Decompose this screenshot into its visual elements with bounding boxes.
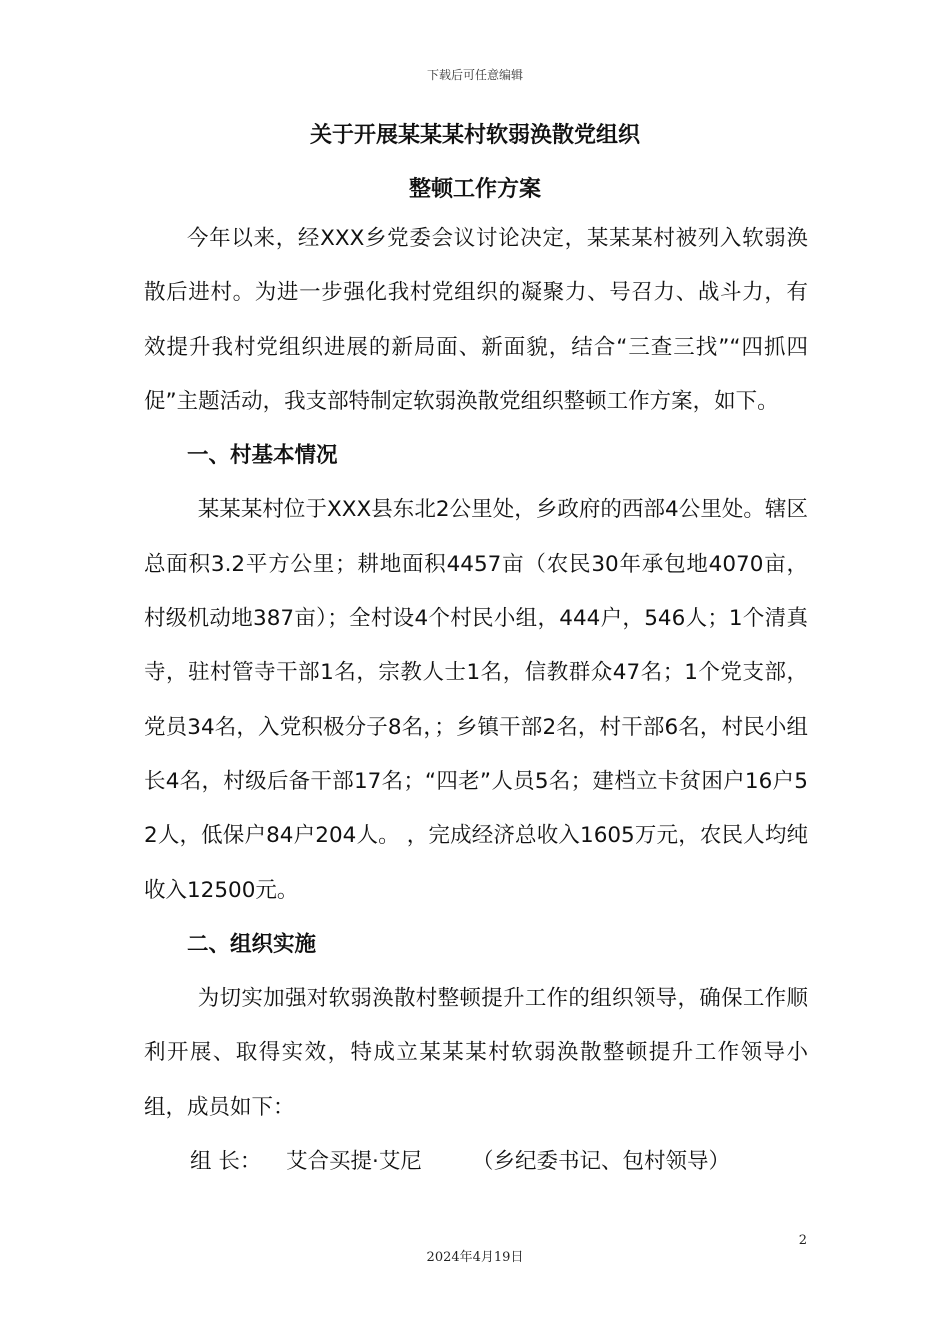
leader-role: 组 长： <box>190 1149 262 1175</box>
page-number: 2 <box>798 1233 807 1248</box>
footer-date: 2024年4月19日 <box>426 1250 524 1265</box>
leader-position: （乡纪委书记、包村领导） <box>472 1149 731 1175</box>
section-1-heading: 一、村基本情况 <box>187 443 338 469</box>
intro-paragraph: 今年以来，经XXX乡党委会议讨论决定，某某某村被列入软弱涣散后进村。为进一步强化我村党组织的凝聚力、号召力、战斗力，有效提升我村党组织进展的新局面、新面貌，结合“三查三找”“四抓四促”主题活动，我支部特制定软弱涣散党组织整顿工作方案，如下。 <box>144 226 808 414</box>
section-2-heading: 二、组织实施 <box>187 931 317 957</box>
section-1-paragraph: 某某某村位于XXX县东北2公里处，乡政府的西部4公里处。辖区总面积3.2平方公里；耕地面积4457亩（农民30年承包地4070亩，村级机动地387亩）；全村设4个村民小组，444户，546人；1个清真寺，驻村管寺干部1名，宗教人士1名，信教群众47名；1个党支部，党员34名，入党积极分子8名，；乡镇干部2名，村干部6名，村民小组长4名，村级后备干部17名；“四老”人员5名；建档立卡贫困户16户52人，低保户84户204人。 ，完成经济总收入1605万元，农民人均纯收入12500元。 <box>144 497 808 903</box>
document-title-line-1: 关于开展某某某村软弱涣散党组织 <box>309 123 640 148</box>
section-2-paragraph: 为切实加强对软弱涣散村整顿提升工作的组织领导，确保工作顺利开展、取得实效，特成立某某某村软弱涣散整顿提升工作领导小组，成员如下： <box>144 986 808 1120</box>
leader-name: 艾合买提·艾尼 <box>286 1149 422 1175</box>
leader-entry <box>144 1135 808 1189</box>
document-body <box>144 212 808 1189</box>
header-note: 下载后可任意编辑 <box>426 68 523 82</box>
document-title-line-2: 整顿工作方案 <box>408 177 541 202</box>
